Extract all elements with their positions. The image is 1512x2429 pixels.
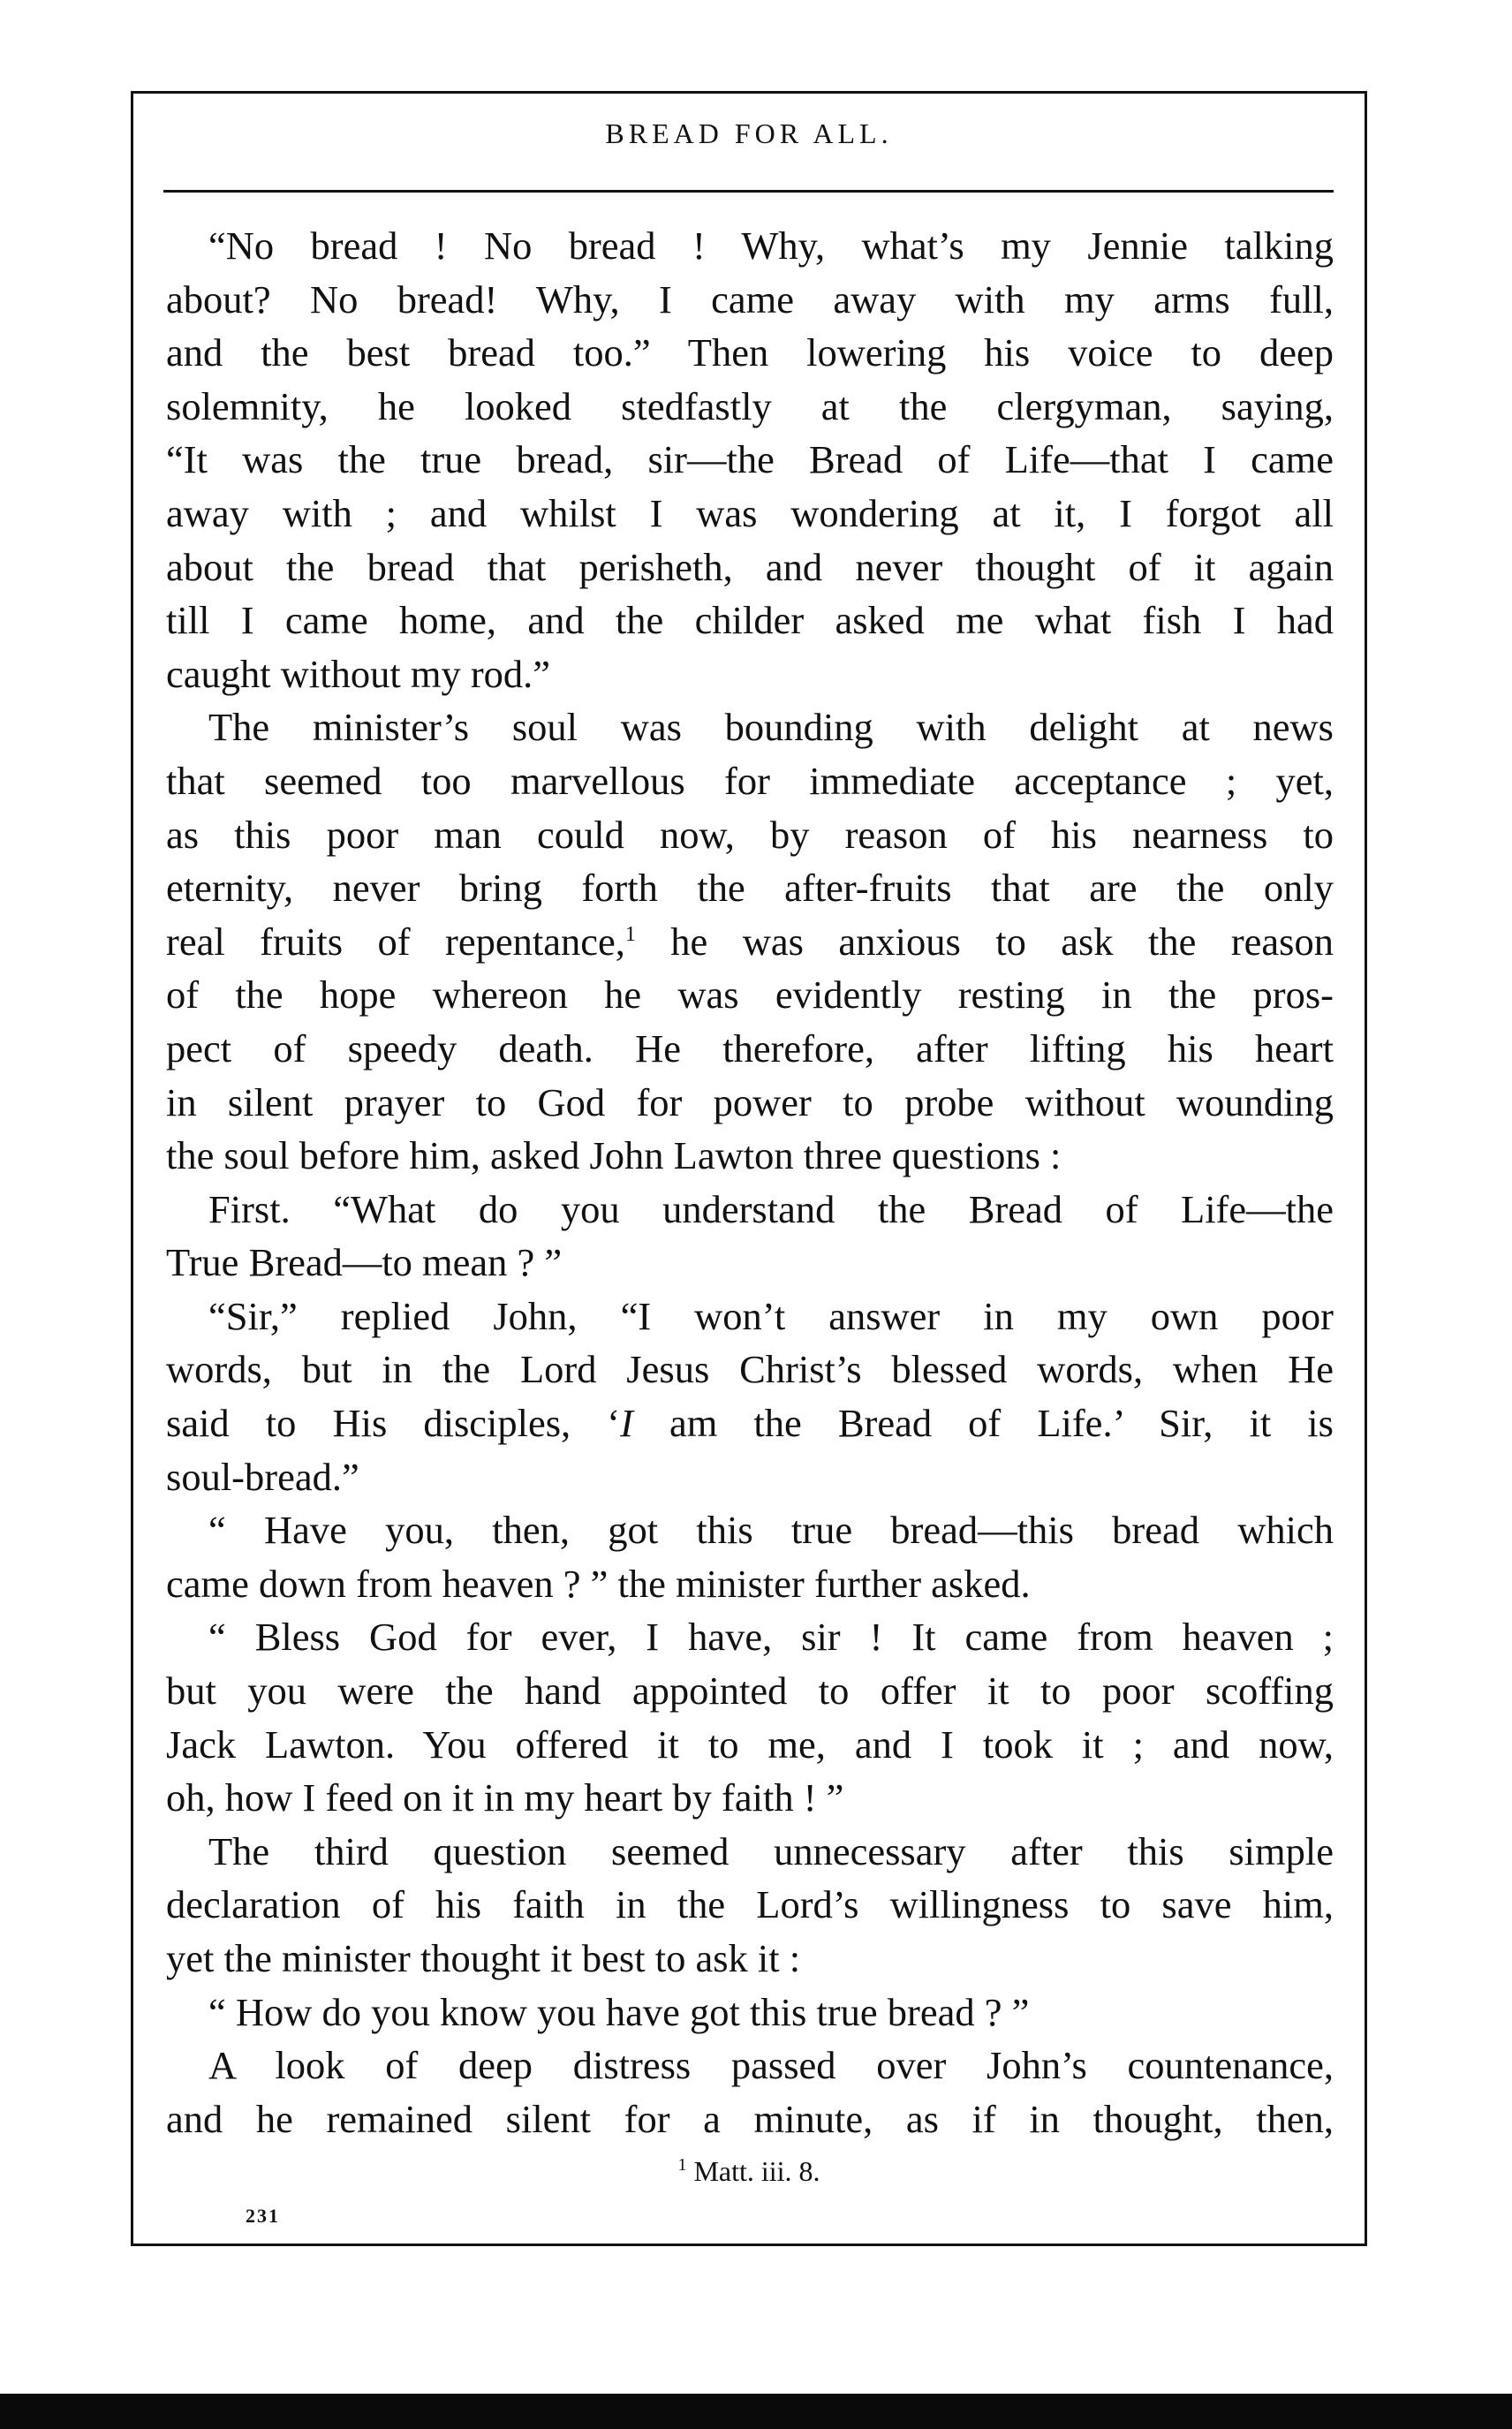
text-line: solemnity, he looked stedfastly at the clergyman, saying, — [166, 383, 1334, 428]
text-line: “ Have you, then, got this true bread—this bread which — [208, 1508, 1334, 1553]
text-line: Jack Lawton. You offered it to me, and I took it ; and now, — [166, 1721, 1334, 1767]
footnote-marker: 1 — [677, 2155, 687, 2176]
footnote — [131, 2155, 1367, 2188]
emphasis: I — [620, 1401, 633, 1446]
header-rule — [163, 190, 1334, 193]
text-line: “ How do you know you have got this true bread ? ” — [208, 1989, 1030, 2034]
text-line: came down from heaven ? ” the minister further asked. — [166, 1561, 1031, 1606]
running-title: BREAD FOR ALL. — [605, 117, 893, 149]
text-line: eternity, never bring forth the after-fruits that are the only — [166, 866, 1334, 911]
text-line: till I came home, and the childer asked me what fish I had — [166, 598, 1334, 643]
text-line: in silent prayer to God for power to probe without wounding — [166, 1079, 1334, 1124]
text-line — [166, 1396, 1334, 1450]
text-line: The third question seemed unnecessary after this simple — [208, 1828, 1334, 1873]
text-fragment: am the Bread of Life.’ Sir, it is — [632, 1401, 1334, 1446]
text-line: pect of speedy death. He therefore, after lifting his heart — [166, 1025, 1334, 1071]
footnote-reference[interactable]: 1 — [624, 922, 636, 946]
text-line: the soul before him, asked John Lawton three questions : — [166, 1133, 1062, 1178]
text-line — [166, 915, 1334, 969]
footnote-text: Matt. iii. 8. — [693, 2155, 820, 2187]
text-fragment: said to His disciples, ‘ — [166, 1401, 621, 1446]
text-line: away with ; and whilst I was wondering at it, I forgot all — [166, 490, 1334, 535]
text-line: “ Bless God for ever, I have, sir ! It came from heaven ; — [208, 1615, 1334, 1660]
text-line: and the best bread too.” Then lowering his voice to deep — [166, 330, 1334, 375]
text-line: The minister’s soul was bounding with delight at news — [208, 705, 1334, 750]
text-line: yet the minister thought it best to ask it : — [166, 1936, 801, 1980]
page-number: 231 — [246, 2205, 280, 2227]
text-line: oh, how I feed on it in my heart by faith ! ” — [166, 1775, 844, 1820]
text-line: True Bread—to mean ? ” — [166, 1240, 563, 1285]
text-fragment: real fruits of repentance, — [166, 919, 625, 964]
text-line: of the hope whereon he was evidently resting in the pros- — [166, 972, 1334, 1018]
text-fragment: he was anxious to ask the reason — [635, 919, 1334, 964]
body-text — [166, 219, 1334, 2145]
text-line: as this poor man could now, by reason of his nearness to — [166, 812, 1334, 857]
text-line: First. “What do you understand the Bread of Life—the — [208, 1186, 1334, 1231]
text-line: declaration of his faith in the Lord’s willingness to save him, — [166, 1882, 1334, 1927]
text-line: soul-bread.” — [166, 1454, 359, 1499]
text-line: that seemed too marvellous for immediate acceptance ; yet, — [166, 758, 1334, 803]
scan-edge-bar — [0, 2394, 1512, 2429]
text-line: and he remained silent for a minute, as if in thought, then, — [166, 2096, 1334, 2141]
text-line: about? No bread! Why, I came away with my arms full, — [166, 276, 1334, 322]
text-line: A look of deep distress passed over John’s countenance, — [208, 2043, 1334, 2088]
text-line: “Sir,” replied John, “I won’t answer in my own poor — [208, 1293, 1334, 1338]
text-line: but you were the hand appointed to offer it to poor scoffing — [166, 1669, 1334, 1714]
text-line: “It was the true bread, sir—the Bread of Life—that I came — [166, 437, 1334, 482]
text-line: caught without my rod.” — [166, 651, 551, 696]
text-line: words, but in the Lord Jesus Christ’s blessed words, when He — [166, 1347, 1334, 1392]
text-line: “No bread ! No bread ! Why, what’s my Jennie talking — [208, 223, 1334, 268]
text-line: about the bread that perisheth, and never thought of it again — [166, 544, 1334, 589]
